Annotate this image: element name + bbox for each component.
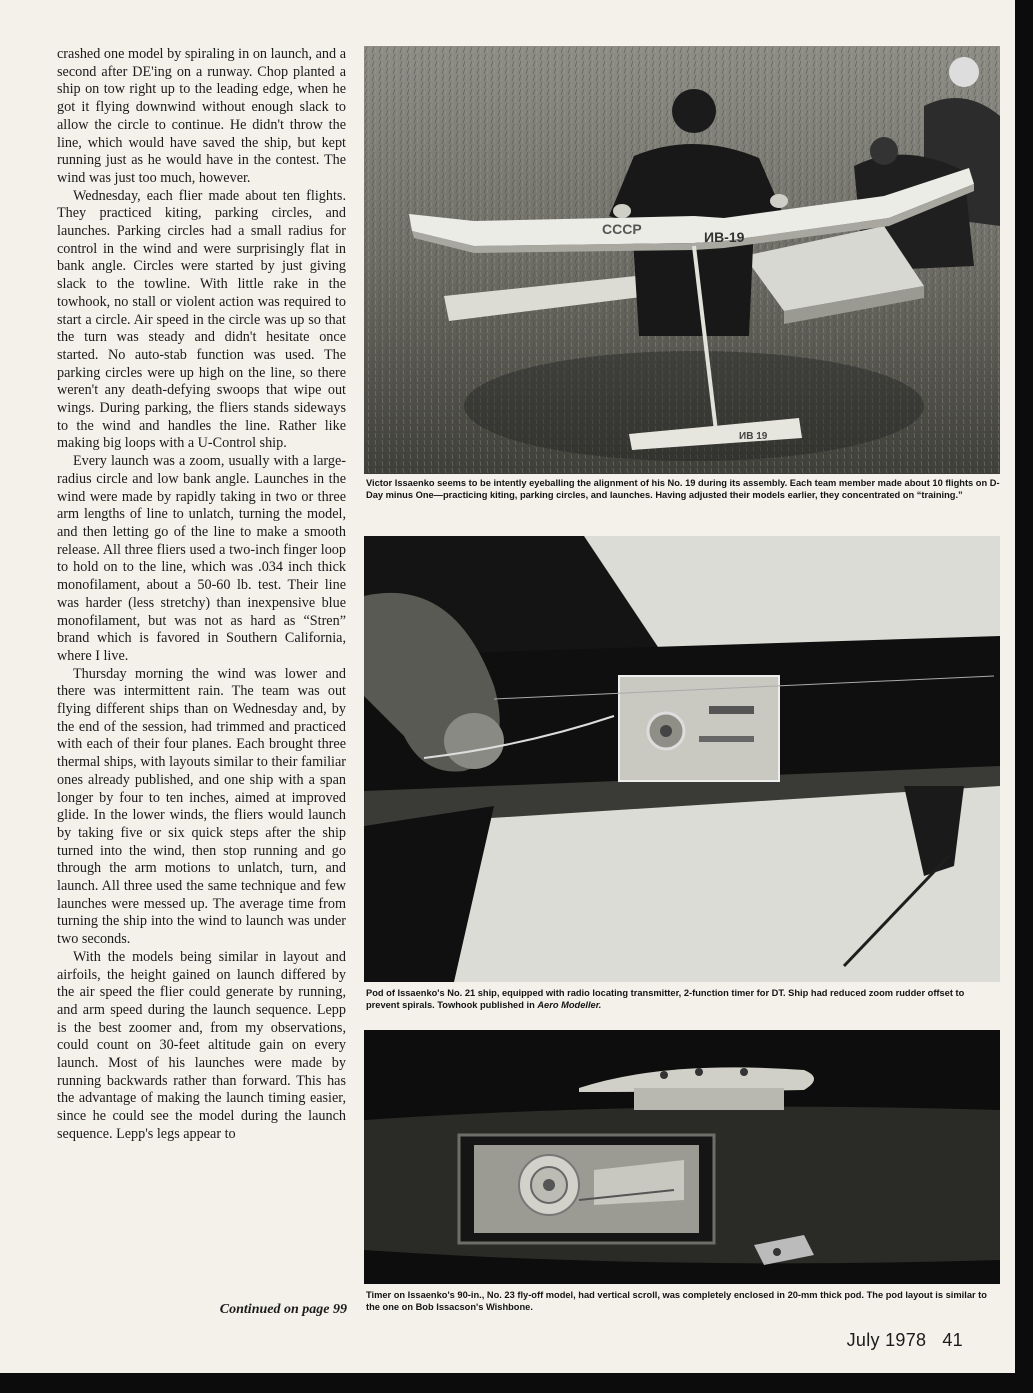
article-paragraph: crashed one model by spiraling in on launch, and a second after DE'ing on a runway. Chop planted a ship on tow right up to the leading edge, when he got it flying downwind without enough slack to allow the circle to continue. He didn't throw the line, which would have saved the ship, but kept running just as he would have in the contest. The wind was just too much, however. [57,46,346,186]
scan-border-bottom [0,1373,1033,1393]
scan-border-right [1015,0,1033,1393]
photo-pod-closeup-image [364,536,1000,982]
photo-pod-closeup [364,536,1000,982]
page-number: 41 [942,1330,963,1350]
photo-timer-closeup-image [364,1030,1000,1284]
article-column [57,46,346,1144]
stab-code: ИВ 19 [739,431,768,442]
photo-caption [366,988,1000,1011]
article-paragraph: Wednesday, each flier made about ten flights. They practiced kiting, parking circles, and launches. Parking circles had a small radius for control in the wind and were surprisingly flat in bank angle. Circles were started by just giving slack to the towline. With little rake in the towhook, no stall or violent action was required to start a circle. Air speed in the circle was up so that the turn was steady and didn't hesitate once started. No auto-stab function was used. The parking circles were up high on the line, so there weren't any death-defying swoops that wipe out wings. During parking, the fliers stands sideways to the wind and handles the line. Rather like making big loops with a U-Control ship. [57,187,346,452]
issue-date: July 1978 [846,1330,927,1350]
caption-text: Pod of Issaenko's No. 21 ship, equipped with radio locating transmitter, 2-function timer for DT. Ship had reduced zoom rudder offset to prevent spirals. Towhook published in [366,988,965,1010]
article-paragraph: Thursday morning the wind was lower and there was intermittent rain. The team was out flying different ships than on Wednesday and, by the end of the session, had trimmed and practiced with each of their four planes. Each brought three thermal ships, with layouts similar to their familiar ones already published, and one ship with a span longer by four to ten inches, aimed at improved glide. In the lower winds, the fliers would launch by taking five or six quick steps after the ship turned into the wind, then stop running and go through the arm motions to unlatch, turn, and launch. All three used the same technique and few launches were messed up. The average time from turning the ship into the wind to launch was under two seconds. [57,665,346,948]
photo-caption: Timer on Issaenko's 90-in., No. 23 fly-off model, had vertical scroll, was completely enclosed in 20-mm thick pod. The pod layout is similar to the one on Bob Issacson's Wishbone. [366,1290,987,1312]
photo-glider-assembly [364,46,1000,474]
photo-glider-assembly-image [364,46,1000,474]
photo-timer-closeup [364,1030,1000,1284]
wing-marking: CCCP [602,221,642,237]
article-paragraph: Every launch was a zoom, usually with a large-radius circle and low bank angle. Launches in the wind were made by rapidly taking in two or three arm lengths of line to unlatch, turning the model, and then letting go of the line to make a smooth release. All three fliers used a two-inch finger loop to hold on to the line, which was .034 inch thick monofilament, about a 50-60 lb. test. Their line was harder (less stretchy) than inexpensive blue monofilament, but was not as hard as “Stren” brand which is favored in Southern California, where I live. [57,453,346,664]
continued-on-page: Continued on page 99 [219,1302,347,1317]
page-footer [847,1330,963,1351]
photo-caption: Victor Issaenko seems to be intently eyeballing the alignment of his No. 19 during its assembly. Each team member made about 10 flights on D-Day minus One—practicing kiting, parking circles, and launches. Having adjusted their models earlier, they concentrated on “training.” [366,478,1000,500]
wing-code: ИВ-19 [704,229,745,245]
article-paragraph: With the models being similar in layout and airfoils, the height gained on launch differed by the air speed the flier could generate by running, and arm speed during the launch sequence. Lepp is the best zoomer and, from my observations, could count on 30-feet altitude gain on every launch. Most of his launches were made by running backwards rather than forward. This has the advantage of making the launch timing easier, since he could see the model during the launch sequence. Lepp's legs appear to [57,948,346,1142]
caption-publication: Aero Modeller. [537,999,602,1010]
